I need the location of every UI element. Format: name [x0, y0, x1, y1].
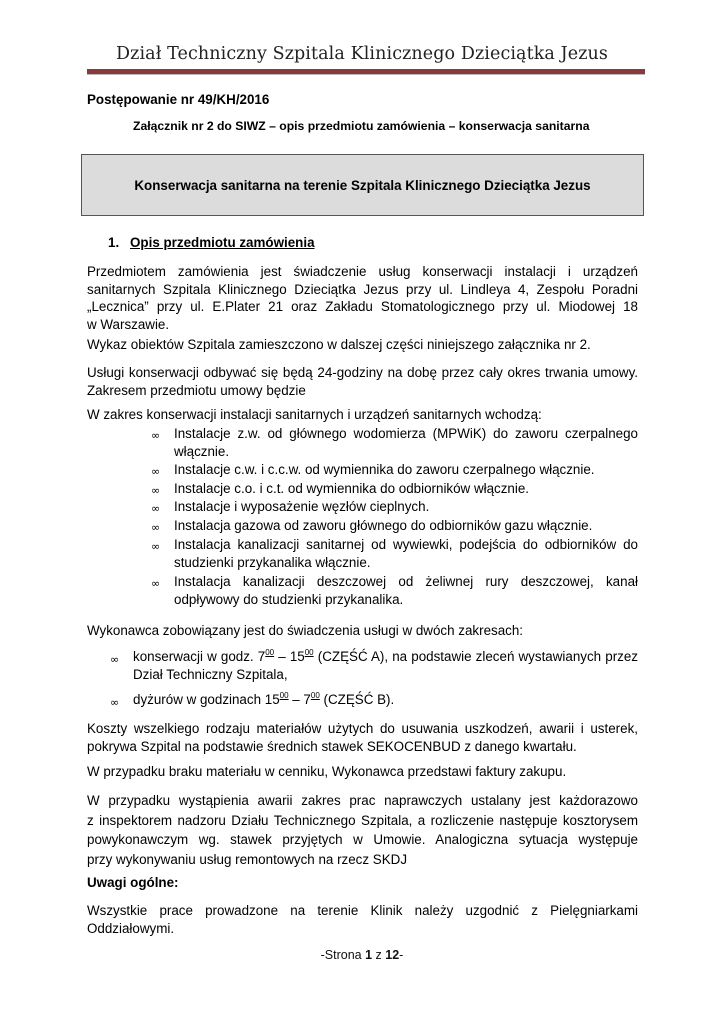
paragraph-intro	[87, 263, 638, 333]
footer-text: -Strona	[320, 948, 366, 962]
paragraph-line: w Warszawie.	[87, 316, 170, 332]
list-item-continuation: włącznie.	[174, 444, 230, 459]
paragraph-line: Koszty wszelkiego rodzaju materiałów użytych do usuwania uszkodzeń, awarii i usterek,	[87, 721, 638, 736]
paragraph-line: powykonawczym wg. stawek przyjętych w Umowie. Analogiczna sytuacja występuje	[87, 832, 638, 848]
footer-page-number: 1	[365, 948, 373, 962]
paragraph-objects: Wykaz obiektów Szpitala zamieszczono w dalszej części niniejszego załącznika nr 2.	[87, 337, 591, 352]
paragraph-line: Wszystkie prace prowadzone na terenie Klinik należy uzgodnić z Pielęgniarkami	[87, 903, 638, 918]
paragraph-line: Zakresem przedmiotu umowy będzie	[87, 382, 306, 398]
paragraph-scope-intro: W zakres konserwacji instalacji sanitarnych i urządzeń sanitarnych wchodzą:	[87, 407, 542, 422]
bullet-icon: ∞	[151, 540, 161, 553]
bullet-icon: ∞	[151, 577, 161, 590]
paragraph-line: Usługi konserwacji odbywać się będą 24-godziny na dobę przez cały okres trwania umowy.	[87, 365, 638, 380]
paragraph-line: Oddziałowymi.	[87, 920, 175, 936]
bullet-icon: ∞	[151, 465, 161, 478]
paragraph-invoices: W przypadku braku materiału w cenniku, Wykonawca przedstawi faktury zakupu.	[87, 764, 567, 779]
list-item: Instalacje z.w. od głównego wodomierza (MPWiK) do zaworu czerpalnego	[174, 426, 638, 441]
bullet-icon: ∞	[110, 696, 120, 709]
section-number: 1.	[108, 235, 120, 250]
page-footer	[0, 948, 724, 962]
range-b-sup: 00	[279, 691, 289, 700]
paragraph-line: sanitarnych Szpitala Klinicznego Dzieciątka Jezus przy ul. Lindleya 4, Zespołu Poradni	[87, 281, 638, 297]
list-item: Instalacja kanalizacji sanitarnej od wywiewki, podejścia do odbiorników do	[174, 537, 638, 552]
range-b-sup: 00	[310, 691, 320, 700]
paragraph-failures	[87, 791, 638, 869]
list-item-continuation: odpływowy do studzienki przykanalika.	[174, 592, 404, 607]
list-item: Instalacja gazowa od zaworu głównego do odbiorników gazu włącznie.	[174, 518, 593, 533]
footer-text: -	[399, 948, 404, 962]
paragraph-line: Przedmiotem zamówienia jest świadczenie usług konserwacji instalacji i urządzeń	[87, 264, 638, 279]
paragraph-ranges-intro: Wykonawca zobowiązany jest do świadczenia usługi w dwóch zakresach:	[87, 623, 524, 638]
proceeding-number: Postępowanie nr 49/KH/2016	[87, 92, 270, 107]
paragraph-costs	[87, 720, 638, 755]
list-item-continuation: studzienki przykanalika włącznie.	[174, 555, 371, 570]
range-b	[133, 691, 394, 709]
range-b-text: – 7	[288, 692, 311, 707]
general-notes-heading: Uwagi ogólne:	[87, 875, 179, 890]
page-header-title: Dział Techniczny Szpitala Klinicznego Dzieciątka Jezus	[116, 44, 608, 64]
range-b-text: (CZĘŚĆ B).	[319, 692, 395, 707]
range-a-sup: 00	[265, 648, 275, 657]
range-a-sup: 00	[304, 648, 314, 657]
bullet-icon: ∞	[151, 484, 161, 497]
range-a-text: – 15	[274, 649, 305, 664]
bullet-icon: ∞	[151, 429, 161, 442]
list-item: Instalacje i wyposażenie węzłów cieplnych.	[174, 499, 430, 514]
paragraph-general	[87, 902, 638, 937]
attachment-title: Załącznik nr 2 do SIWZ – opis przedmiotu zamówienia – konserwacja sanitarna	[133, 119, 590, 133]
range-a-continuation: Dział Techniczny Szpitala,	[133, 667, 288, 682]
list-item: Instalacje c.w. i c.c.w. od wymiennika do zaworu czerpalnego włącznie.	[174, 462, 595, 477]
list-item: Instalacja kanalizacji deszczowej od żeliwnej rury deszczowej, kanał	[174, 574, 638, 589]
list-item: Instalacje c.o. i c.t. od wymiennika do odbiorników włącznie.	[174, 481, 530, 496]
header-divider-shadow	[87, 74, 645, 75]
range-a	[133, 648, 638, 666]
paragraph-line: przy wykonywaniu usług remontowych na rzecz SKDJ	[87, 851, 408, 867]
paragraph-hours	[87, 364, 638, 399]
bullet-icon: ∞	[110, 653, 120, 666]
range-a-text: (CZĘŚĆ A), na podstawie zleceń wystawianych przez	[313, 649, 638, 664]
bullet-icon: ∞	[151, 502, 161, 515]
bullet-icon: ∞	[151, 521, 161, 534]
footer-text: z	[372, 948, 386, 962]
paragraph-line: pokrywa Szpital na podstawie średnich stawek SEKOCENBUD z danego kwartału.	[87, 738, 577, 754]
paragraph-line: W przypadku wystąpienia awarii zakres prac naprawczych ustalany jest każdorazowo	[87, 793, 638, 808]
paragraph-line: z inspektorem nadzoru Działu Technicznego Szpitala, a rozliczenie następuje kosztorysem	[87, 812, 638, 828]
range-a-text: konserwacji w godz. 7	[133, 649, 266, 664]
range-b-text: dyżurów w godzinach 15	[133, 692, 280, 707]
title-box-text: Konserwacja sanitarna na terenie Szpitala Klinicznego Dzieciątka Jezus	[134, 178, 591, 193]
section-title: Opis przedmiotu zamówienia	[130, 235, 315, 250]
paragraph-line: „Lecznica” przy ul. E.Plater 21 oraz Zakładu Stomatologicznego przy ul. Miodowej 18	[87, 299, 638, 314]
footer-page-total: 12	[385, 948, 400, 962]
